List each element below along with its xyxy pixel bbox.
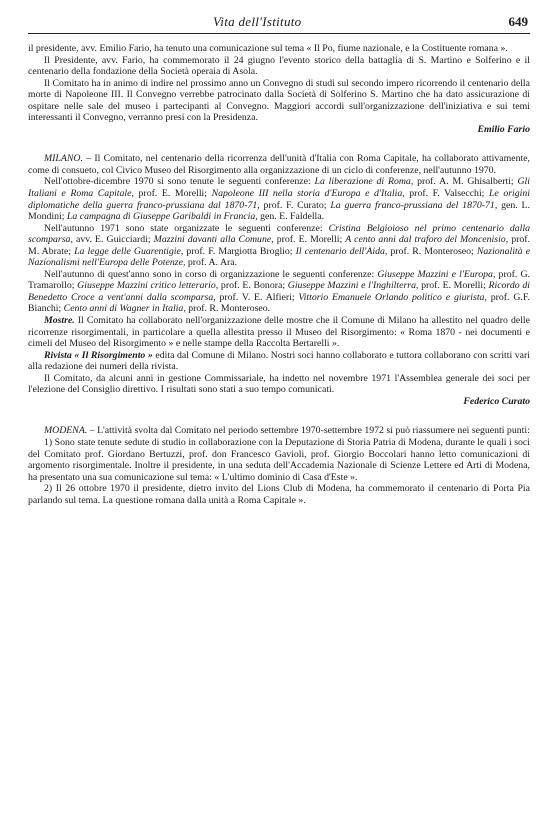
- section-milano: [28, 153, 530, 407]
- lecture-title: Cento anni di Wagner in Italia: [63, 303, 184, 315]
- paragraph: Il Comitato, da alcuni anni in gestione Commissariale, ha indetto nel novembre 1971 l'Assemblea generale dei soci per l'elezione del Consiglio direttivo. I risultati sono stati a suo tempo comunicati.: [28, 372, 530, 396]
- page-body: [28, 43, 530, 506]
- paragraph-label: Mostre.: [44, 315, 75, 327]
- paragraph: Mostre. Il Comitato ha collaborato nell'organizzazione delle mostre che il Comune di Milano ha allestito nel quadro delle ricorrenze risorgimentali, in particolare a quella allestita presso il Museo del Risorgimento: « Roma 1870 - nei documenti e cimeli del Museo del Risorgimento » e nelle stampe della Raccolta Bertarelli ».: [28, 315, 530, 350]
- lecture-title: Giuseppe Mazzini e l'Europa: [377, 268, 493, 280]
- paragraph: Il Comitato ha in animo di indire nel prossimo anno un Convegno di studi sul secondo impero ricorrendo il centenario della morte di Napoleone III. Il Convegno verrebbe patrocinato dalla Società di Solferino S. Martino che ha dato assicurazione di ospitare nelle sale del museo i partecipanti al Convegno. Maggiori accordi sull'organizzazione dell'iniziativa e sui temi interessanti il Convegno, verranno presi con la Presidenza.: [28, 77, 530, 124]
- lecture-title: Ricordo di Benedetto Croce a vent'anni dalla scomparsa: [28, 280, 530, 303]
- page-number: 649: [508, 14, 528, 29]
- lecture-title: Giuseppe Mazzini critico letterario: [77, 280, 216, 292]
- paragraph: Nell'ottobre-dicembre 1970 si sono tenute le seguenti conferenze: La liberazione di Roma, prof. A. M. Ghisalberti; Gli Italiani e Roma Capitale, prof. E. Morelli; Napoleone III nella storia d'Europa e d'Italia, prof. F. Valsecchi; Le origini diplomatiche della guerra franco-prussiana dal 1870-71, prof. F. Curato; La guerra franco-prussiana del 1870-71, gen. L. Mondini; La campagna di Giuseppe Garibaldi in Francia, gen. E. Faldella.: [28, 176, 531, 223]
- paragraph: 1) Sono state tenute sedute di studio in collaborazione con la Deputazione di Storia Patria di Modena, durante le quali i soci del Comitato prof. Giordano Bertuzzi, prof. don Francesco Gavioli, prof. Giorgio Boccolari hanno letto comunicazioni di argomento risorgimentale. Inoltre il presidente, in una seduta dell'Accademia Nazionale di Scienze Lettere ed Arti di Modena, ha presentato una sua comunicazione sul tema: « L'ultimo dominio di Casa d'Este ».: [28, 436, 530, 483]
- lecture-title: Mazzini davanti alla Comune: [153, 234, 272, 246]
- running-header: [28, 14, 530, 34]
- lecture-title: Napoleone III nella storia d'Europa e d'Italia: [211, 188, 403, 200]
- lecture-title: Cristina Belgioioso nel primo centenario dalla scomparsa: [28, 222, 530, 246]
- section-modena: [28, 425, 530, 506]
- lecture-title: Gli Italiani e Roma Capitale: [28, 176, 530, 200]
- paragraph: Nell'autunno 1971 sono state organizzate le seguenti conferenze: Cristina Belgioioso nel primo centenario dalla scomparsa, avv. E. Guicciardi; Mazzini davanti alla Comune, prof. E. Morelli; A cento anni dal traforo del Moncenisio, prof. M. Abrate; La legge delle Guarentigie, prof. F. Margiotta Broglio; Il centenario dell'Aida, prof. R. Monteroseo; Nazionalità e Nazionalismi nell'Europa delle Potenze, prof. A. Ara.: [28, 222, 531, 269]
- lecture-title: La campagna di Giuseppe Garibaldi in Francia: [66, 211, 256, 223]
- journal-title: « Il Risorgimento »: [71, 349, 156, 361]
- paragraph: MILANO. – Il Comitato, nel centenario della ricorrenza dell'unità d'Italia con Roma Capitale, ha collaborato attivamente, come di consueto, col Civico Museo del Risorgimento alla organizzazione di un ciclo di conferenze, nell'autunno 1970.: [28, 153, 530, 176]
- lecture-title: Il centenario dell'Aida: [295, 245, 385, 257]
- running-title: Vita dell'Istituto: [213, 14, 302, 29]
- city-heading: MODENA.: [44, 425, 88, 437]
- paragraph: Il Presidente, avv. Fario, ha commemorato il 24 giugno l'evento storico della battaglia di S. Martino e Solferino e il centenario della fondazione della Società operaia di Asola.: [28, 54, 530, 78]
- signature: Emilio Fario: [477, 123, 530, 135]
- lecture-title: La guerra franco-prussiana del 1870-71: [330, 199, 495, 211]
- city-heading: MILANO.: [44, 153, 83, 165]
- paragraph: MODENA. – L'attività svolta dal Comitato nel periodo settembre 1970-settembre 1972 si può riassumere nei seguenti punti:: [44, 425, 530, 437]
- paragraph-label: Rivista: [44, 349, 72, 361]
- lecture-title: Nazionalità e Nazionalismi nell'Europa delle Potenze: [28, 245, 530, 269]
- paragraph: Rivista « Il Risorgimento » edita dal Comune di Milano. Nostri soci hanno collaborato e tuttora collaborano con scritti vari alla redazione dei numeri della rivista.: [28, 349, 531, 373]
- page: [28, 14, 530, 506]
- lecture-title: Le origini diplomatiche della guerra franco-prussiana dal 1870-71: [28, 188, 531, 211]
- signature: Federico Curato: [463, 395, 530, 407]
- lecture-title: A cento anni dal traforo del Moncenisio: [345, 234, 506, 246]
- lecture-title: La liberazione di Roma: [314, 176, 411, 188]
- paragraph: Nell'autunno di quest'anno sono in corso di organizzazione le seguenti conferenze: Giuseppe Mazzini e l'Europa, prof. G. Tramarollo; Giuseppe Mazzini critico letterario, prof. E. Bonora; Giuseppe Mazzini e l'Inghilterra, prof. E. Morelli; Ricordo di Benedetto Croce a vent'anni dalla scomparsa, prof. V. E. Alfieri; Vittorio Emanuele Orlando politico e giurista, prof. G.F. Bianchi; Cento anni di Wagner in Italia, prof. R. Monteroseo.: [28, 268, 530, 315]
- paragraph: 2) Il 26 ottobre 1970 il presidente, dietro invito del Lions Club di Modena, ha commemorato il centenario di Porta Pia parlando sul tema. La questione romana dalla unità a Roma Capitale ».: [28, 483, 530, 506]
- paragraph: il presidente, avv. Emilio Fario, ha tenuto una comunicazione sul tema « Il Po, fiume nazionale, e la Costituente romana ».: [28, 43, 508, 54]
- lecture-title: Vittorio Emanuele Orlando politico e giurista: [298, 291, 485, 303]
- lecture-title: Giuseppe Mazzini e l'Inghilterra: [287, 280, 416, 292]
- lecture-title: La legge delle Guarentigie: [74, 245, 181, 257]
